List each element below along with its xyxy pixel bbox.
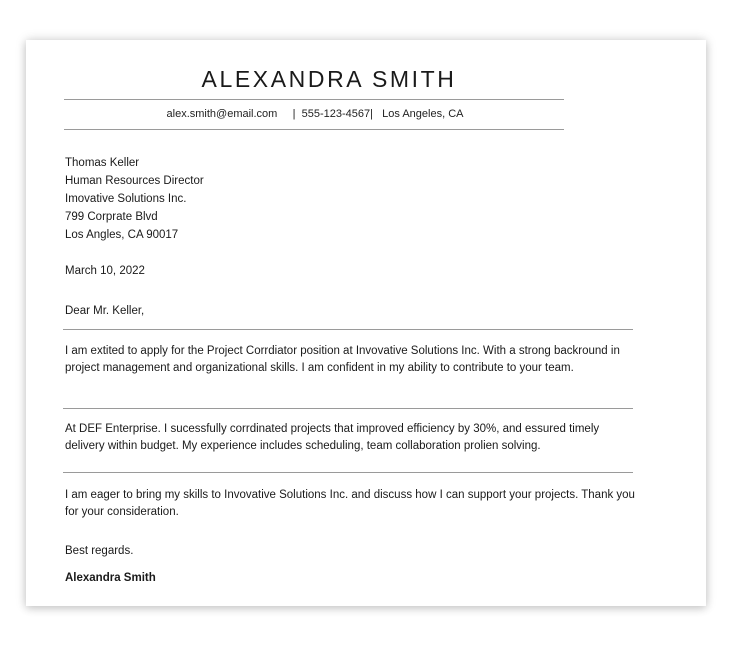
signature-name: Alexandra Smith — [65, 572, 156, 584]
recipient-city: Los Angles, CA 90017 — [65, 229, 179, 241]
contact-location: Los Angeles, CA — [382, 108, 464, 120]
recipient-company: Imovative Solutions Inc. — [65, 193, 187, 205]
recipient-name: Thomas Keller — [65, 157, 140, 169]
body-paragraph-2: At DEF Enterprise. I sucessfully corrdinated projects that improved efficiency by 30%, and essured timely delivery within budget. My experience includes scheduling, team collaboration prolien solving. — [65, 423, 600, 452]
applicant-name: ALEXANDRA SMITH — [201, 66, 457, 92]
salutation: Dear Mr. Keller, — [65, 305, 145, 317]
body-paragraph-3: I am eager to bring my skills to Invovative Solutions Inc. and discuss how I can support your projects. Thank you for your consideration. — [65, 489, 635, 518]
section-divider-1 — [63, 329, 633, 330]
letter-date: March 10, 2022 — [65, 265, 145, 277]
contact-line: alex.smith@email.com | 555-123-4567| Los Angeles, CA — [166, 108, 464, 120]
contact-phone: 555-123-4567 — [301, 108, 371, 120]
contact-email: alex.smith@email.com — [166, 108, 278, 120]
header-rule-bottom — [64, 129, 564, 130]
recipient-title: Human Resources Director — [65, 175, 204, 187]
recipient-street: 799 Corprate Blvd — [65, 211, 158, 223]
closing: Best regards. — [65, 545, 134, 557]
body-paragraph-1: I am extited to apply for the Project Corrdiator position at Invovative Solutions Inc. With a strong backround in project management and organizational skills. I am confident in my ability to contribute to your team. — [65, 345, 620, 374]
section-divider-2 — [63, 408, 633, 409]
header-rule-top — [64, 99, 564, 100]
letter-page — [26, 40, 706, 606]
section-divider-3 — [63, 472, 633, 473]
